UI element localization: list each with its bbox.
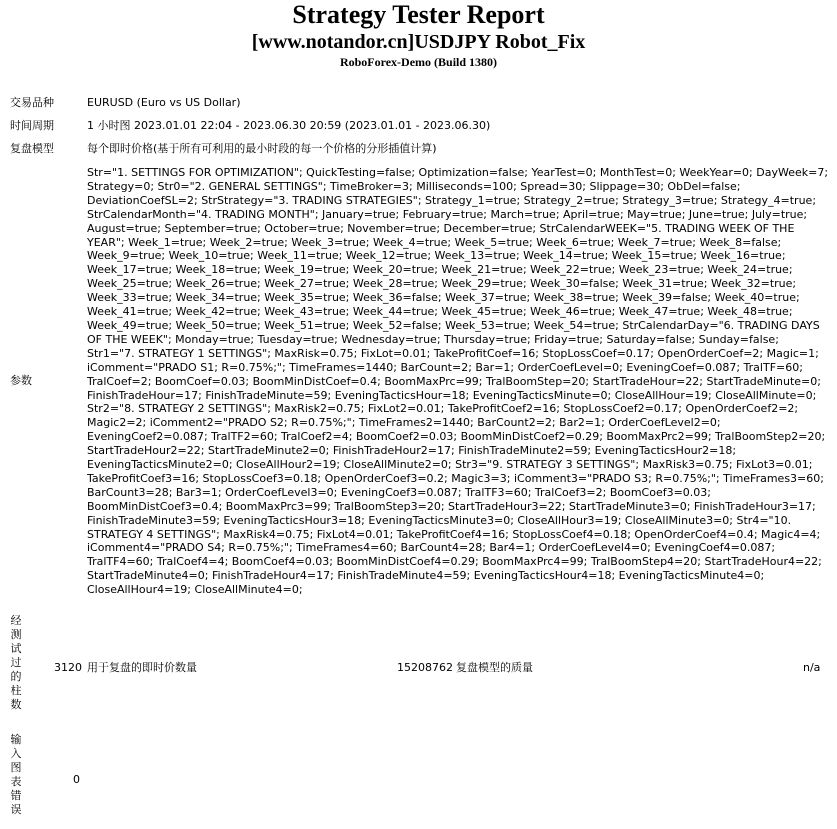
bars-value: 3120 [54, 661, 82, 674]
symbol-value: EURUSD (Euro vs US Dollar) [87, 96, 241, 109]
errors-label: 输入图表错误 [10, 733, 22, 816]
model-label: 复盘模型 [10, 142, 54, 155]
bars-label: 经测试过的柱数 [10, 614, 22, 711]
report-subtitle: [www.notandor.cn]USDJPY Robot_Fix [251, 31, 586, 53]
params-value: Str="1. SETTINGS FOR OPTIMIZATION"; QuickTesting=false; Optimization=false; YearTest=0; MonthTest=0; WeekYear=0; DayWeek=7; Strategy=0; Str0="2. GENERAL SETTINGS"; TimeBroker=3; Milliseconds=100; Spread=30; Slippage=30; ObDel=false; DeviationCoefSL=2; StrStrategy="3. TRADING STRATEGIES"; Strategy_1=true; Strategy_2=true; Strategy_3=true; Strategy_4=true; StrCalendarMonth="4. TRADING MONTH"; January=true; February=true; March=true; April=true; May=true; June=true; July=true; August=true; September=true; October=true; November=true; December=true; StrCalendarWEEK="5. TRADING WEEK OF THE YEAR"; Week_1=true; Week_2=true; Week_3=true; Week_4=true; Week_5=true; Week_6=true; Week_7=true; Week_8=false; Week_9=true; Week_10=true; Week_11=true; Week_12=true; Week_13=true; Week_14=true; Week_15=true; Week_16=true; Week_17=true; Week_18=true; Week_19=true; Week_20=true; Week_21=true; Week_22=true; Week_23=true; Week_24=true; Week_25=true; Week_26=true; Week_27=true; Week_28=true; Week_29=true; Week_30=false; Week_31=true; Week_32=true; Week_33=true; Week_34=true; Week_35=true; Week_36=false; Week_37=true; Week_38=true; Week_39=false; Week_40=true; Week_41=true; Week_42=true; Week_43=true; Week_44=true; Week_45=true; Week_46=true; Week_47=true; Week_48=true; Week_49=true; Week_50=true; Week_51=true; Week_52=false; Week_53=true; Week_54=true; StrCalendarDay="6. TRADING DAYS OF THE WEEK"; Monday=true; Tuesday=true; Wednesday=true; Thursday=true; Friday=true; Saturday=false; Sunday=false; Str1="7. STRATEGY 1 SETTINGS"; MaxRisk=0.75; FixLot=0.01; TakeProfitCoef=16; StopLossCoef=0.17; OpenOrderCoef=2; Magic=1; iComment="PRADO S1; R=0.75%;"; TimeFrames=1440; BarCount=2; Bar=1; OrderCoefLevel=0; EveningCoef=0.087; TralTF=60; TralCoef=2; BoomCoef=0.03; BoomMinDistCoef=0.4; BoomMaxPrc=99; TralBoomStep=20; StartTradeHour=22; StartTradeMinute=0; FinishTradeHour=17; FinishTradeMinute=59; EveningTacticsHour=18; EveningTacticsMinute=0; CloseAllHour=19; CloseAllMinute=0; Str2="8. STRATEGY 2 SETTINGS"; MaxRisk2=0.75; FixLot2=0.01; TakeProfitCoef2=16; StopLossCoef2=0.17; OpenOrderCoef2=2; Magic2=2; iComment2="PRADO S2; R=0.75%;"; TimeFrames2=1440; BarCount2=2; Bar2=1; OrderCoefLevel2=0; EveningCoef2=0.087; TralTF2=60; TralCoef2=4; BoomCoef2=0.03; BoomMinDistCoef2=0.29; BoomMaxPrc2=99; TralBoomStep2=20; StartTradeHour2=22; StartTradeMinute2=0; FinishTradeHour2=17; FinishTradeMinute2=59; EveningTacticsHour2=18; EveningTacticsMinute2=0; CloseAllHour2=19; CloseAllMinute2=0; Str3="9. STRATEGY 3 SETTINGS"; MaxRisk3=0.75; FixLot3=0.01; TakeProfitCoef3=16; StopLossCoef3=0.18; OpenOrderCoef3=0.2; Magic3=3; iComment3="PRADO S3; R=0.75%;"; TimeFrames3=60; BarCount3=28; Bar3=1; OrderCoefLevel3=0; EveningCoef3=0.087; TralTF3=60; TralCoef3=2; BoomCoef3=0.03; BoomMinDistCoef3=0.4; BoomMaxPrc3=99; TralBoomStep3=20; StartTradeHour3=22; StartTradeMinute3=0; FinishTradeHour3=17; FinishTradeMinute3=59; EveningTacticsHour3=18; EveningTacticsMinute3=0; CloseAllHour3=19; CloseAllMinute3=0; Str4="10. STRATEGY 4 SETTINGS"; MaxRisk4=0.75; FixLot4=0.01; TakeProfitCoef4=16; StopLossCoef4=0.18; OpenOrderCoef4=0.4; Magic4=4; iComment4="PRADO S4; R=0.75%;"; TimeFrames4=60; BarCount4=28; Bar4=1; OrderCoefLevel4=0; EveningCoef4=0.087; TralTF4=60; TralCoef4=4; BoomCoef4=0.03; BoomMinDistCoef4=0.29; BoomMaxPrc4=99; TralBoomStep4=20; StartTradeHour4=22; StartTradeMinute4=0; FinishTradeHour4=17; FinishTradeMinute4=59; EveningTacticsHour4=18; EveningTacticsMinute4=0; CloseAllHour4=19; CloseAllMinute4=0; [87, 166, 829, 597]
model-value: 每个即时价格(基于所有可利用的最小时段的每一个价格的分形插值计算) [87, 142, 437, 155]
quality-label: 复盘模型的质量 [456, 661, 533, 674]
period-value: 1 小时图 2023.01.01 22:04 - 2023.06.30 20:59 (2023.01.01 - 2023.06.30) [87, 119, 491, 132]
symbol-label: 交易品种 [10, 96, 54, 109]
period-label: 时间周期 [10, 119, 54, 132]
errors-value: 0 [73, 773, 80, 786]
quality-value: n/a [803, 661, 821, 674]
params-label: 参数 [10, 374, 32, 387]
ticks-label: 用于复盘的即时价数量 [87, 661, 197, 674]
server-build: RoboForex-Demo (Build 1380) [339, 55, 498, 69]
report-title: Strategy Tester Report [292, 0, 545, 29]
ticks-value: 15208762 [397, 661, 453, 674]
